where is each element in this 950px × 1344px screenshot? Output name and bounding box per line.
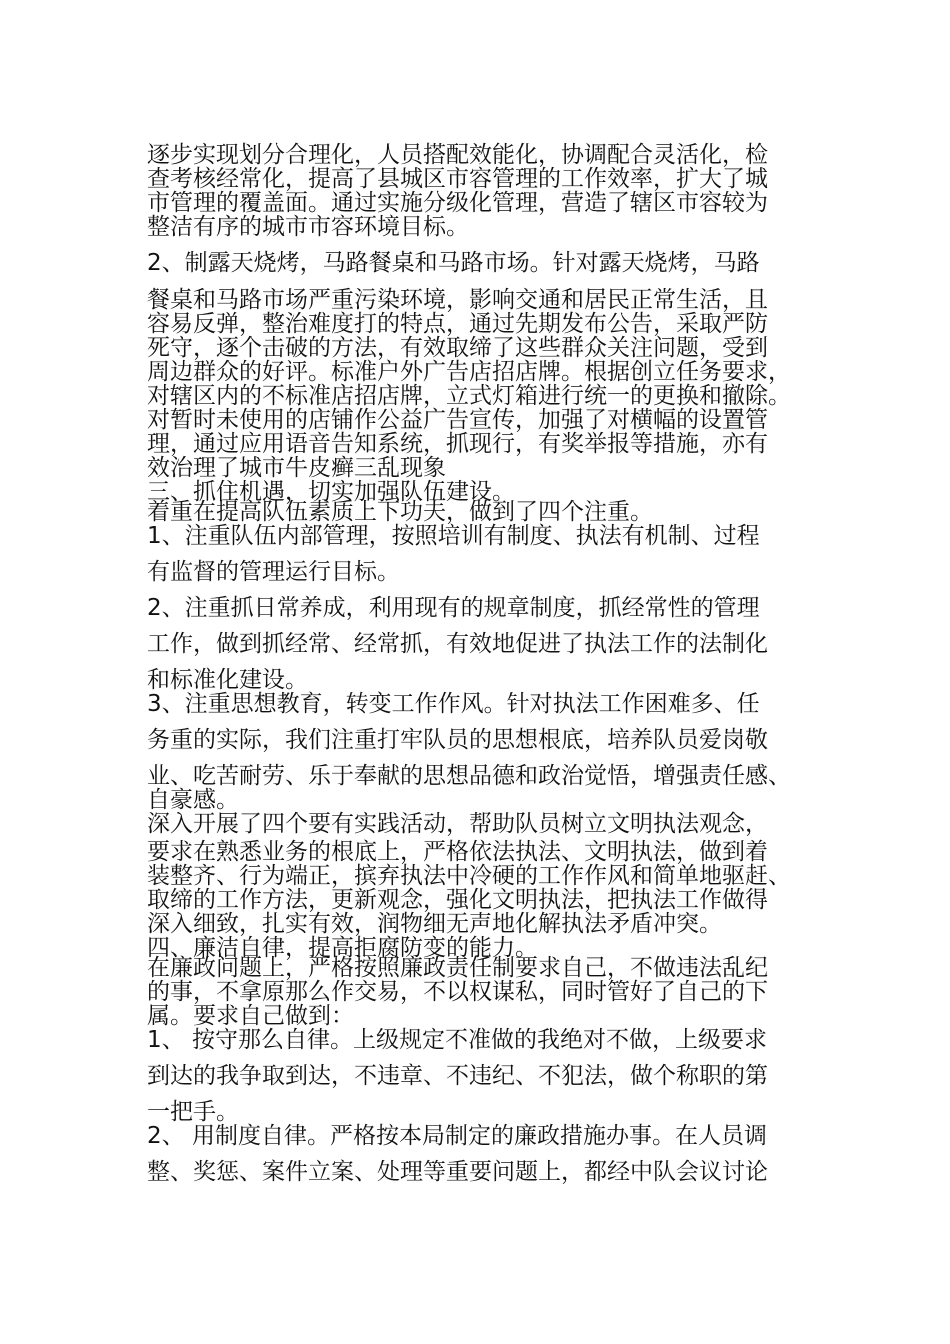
text-line: 市管理的覆盖面。通过实施分级化管理，营造了辖区市容较为	[147, 190, 768, 216]
text-line: 和标准化建设。	[147, 667, 308, 693]
text-line: 深入细致，扎实有效，润物细无声地化解执法矛盾冲突。	[147, 911, 722, 937]
text-line: 的事，不拿原那么作交易，不以权谋私，同时管好了自己的下	[147, 979, 768, 1005]
text-line: 业、吃苦耐劳、乐于奉献的思想品德和政治觉悟，增强责任感、	[147, 763, 791, 789]
text-line: 1、 按守那么自律。上级规定不准做的我绝对不做，上级要求	[147, 1027, 767, 1053]
text-line: 工作，做到抓经常、经常抓，有效地促进了执法工作的法制化	[147, 631, 768, 657]
text-line: 1、注重队伍内部管理，按照培训有制度、执法有机制、过程	[147, 523, 760, 549]
text-line: 整、奖惩、案件立案、处理等重要问题上，都经中队会议讨论	[147, 1159, 768, 1185]
text-line: 对暂时未使用的店铺作公益广告宣传，加强了对横幅的设置管	[147, 407, 768, 433]
text-line: 到达的我争取到达，不违章、不违纪、不犯法，做个称职的第	[147, 1063, 768, 1089]
text-line: 死守，逐个击破的方法，有效取缔了这些群众关注问题，受到	[147, 335, 768, 361]
text-line: 周边群众的好评。标准户外广告店招店牌。根据创立任务要求，	[147, 359, 791, 385]
text-line: 自豪感。	[147, 787, 239, 813]
text-line: 2、制露天烧烤，马路餐桌和马路市场。针对露天烧烤，马路	[147, 250, 760, 276]
text-line: 四、廉洁自律，提高拒腐防变的能力。	[147, 935, 538, 961]
text-line: 着重在提高队伍素质上下功夫，做到了四个注重。	[147, 499, 653, 525]
text-line: 理，通过应用语音告知系统，抓现行，有奖举报等措施，亦有	[147, 431, 768, 457]
text-line: 有监督的管理运行目标。	[147, 559, 400, 585]
text-line: 三、抓住机遇，切实加强队伍建设。	[147, 479, 515, 505]
text-line: 装整齐、行为端正，摈弃执法中冷硬的工作作风和简单地驱赶、	[147, 863, 791, 889]
text-line: 要求在熟悉业务的根底上，严格依法执法、文明执法，做到着	[147, 839, 768, 865]
text-line: 取缔的工作方法，更新观念，强化文明执法，把执法工作做得	[147, 887, 768, 913]
text-line: 一把手。	[147, 1099, 239, 1125]
text-line: 餐桌和马路市场严重污染环境，影响交通和居民正常生活，且	[147, 287, 768, 313]
text-line: 逐步实现划分合理化，人员搭配效能化，协调配合灵活化，检	[147, 142, 768, 168]
text-line: 深入开展了四个要有实践活动，帮助队员树立文明执法观念，	[147, 811, 768, 837]
text-line: 容易反弹，整治难度打的特点，通过先期发布公告，采取严防	[147, 311, 768, 337]
text-line: 2、 用制度自律。严格按本局制定的廉政措施办事。在人员调	[147, 1123, 767, 1149]
text-line: 查考核经常化，提高了县城区市容管理的工作效率，扩大了城	[147, 166, 768, 192]
text-line: 在廉政问题上，严格按照廉政责任制要求自己，不做违法乱纪	[147, 955, 768, 981]
text-line: 整洁有序的城市市容环境目标。	[147, 214, 469, 240]
text-line: 2、注重抓日常养成，利用现有的规章制度，抓经常性的管理	[147, 595, 760, 621]
text-line: 3、注重思想教育，转变工作作风。针对执法工作困难多、任	[147, 691, 760, 717]
text-line: 对辖区内的不标准店招店牌，立式灯箱进行统一的更换和撤除。	[147, 383, 791, 409]
text-line: 效治理了城市牛皮癣三乱现象	[147, 455, 446, 481]
document-body	[147, 0, 827, 1344]
text-line: 属。要求自己做到：	[147, 1003, 354, 1029]
text-line: 务重的实际，我们注重打牢队员的思想根底，培养队员爱岗敬	[147, 727, 768, 753]
